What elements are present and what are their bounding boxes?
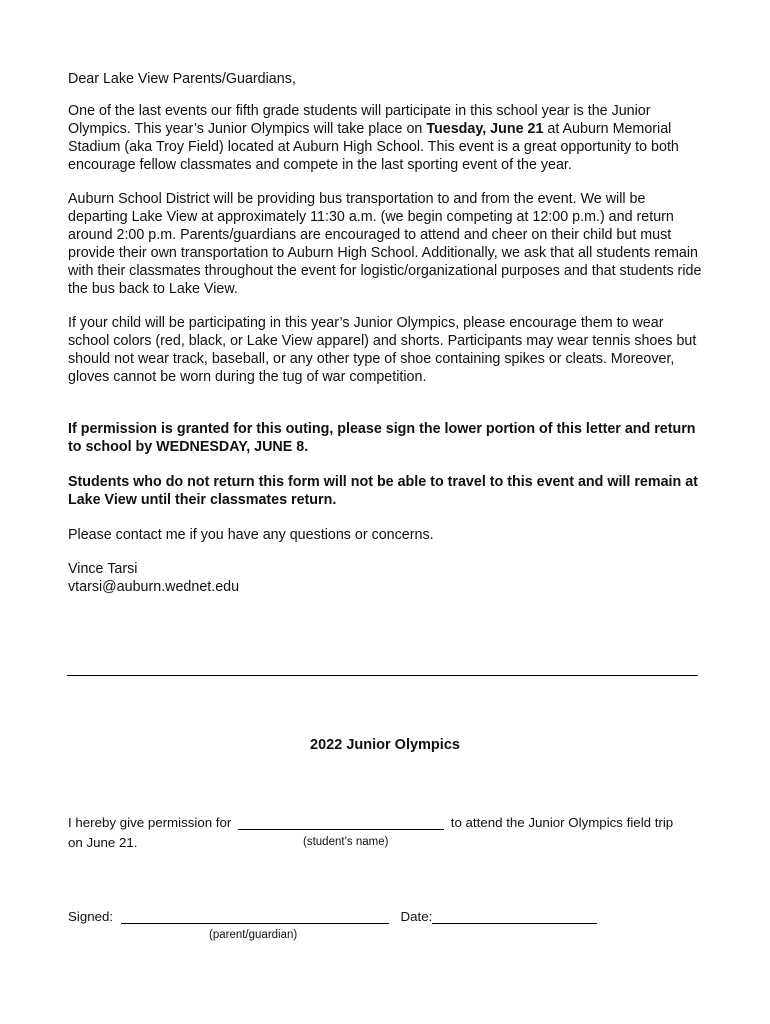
permission-suffix: to attend the Junior Olympics field trip — [450, 815, 674, 830]
signer-name: Vince Tarsi — [68, 561, 138, 577]
tear-off-divider — [67, 675, 698, 676]
date-label: Date: — [400, 909, 433, 924]
signature-date-field[interactable] — [432, 909, 597, 924]
non-return-warning: Students who do not return this form will not be able to travel to this event and will remain at Lake View until their classmates return. — [68, 474, 698, 508]
slip-title: 2022 Junior Olympics — [310, 737, 460, 753]
paragraph-event-text-start: One of the last events our fifth grade students will participate in this school year is the Junior Olympics. This year’s Junior Olympics will take place on — [68, 103, 651, 137]
signer-email: vtarsi@auburn.wednet.edu — [68, 579, 240, 595]
contact-line: Please contact me if you have any questions or concerns. — [68, 527, 434, 543]
paragraph-event-text-end: at Auburn Memorial Stadium (aka Troy Field) located at Auburn High School. This event is a great opportunity to both encourage fellow classmates and compete in the last sporting event of the year. — [68, 121, 679, 173]
parent-signature-field[interactable] — [121, 909, 389, 924]
date-sentence: on June 21. — [68, 835, 138, 850]
letter-body — [68, 70, 704, 596]
permission-prefix: I hereby give permission for — [68, 815, 232, 830]
letter-greeting: Dear Lake View Parents/Guardians, — [68, 71, 296, 87]
parent-caption: (parent/guardian) — [209, 929, 298, 941]
event-date: Tuesday, June 21 — [426, 121, 544, 137]
paragraph-event-details — [68, 102, 704, 174]
paragraph-attire: If your child will be participating in this year’s Junior Olympics, please encourage them to wear school colors (red, black, or Lake View apparel) and shorts. Participants may wear tennis shoes but should not wear track, baseball, or any other type of shoe containing spikes or cleats. Moreover, gloves cannot be worn during the tug of war competition. — [68, 315, 697, 385]
signed-label: Signed: — [68, 909, 114, 924]
permission-deadline-notice: If permission is granted for this outing, please sign the lower portion of this letter and return to school by WEDNESDAY, JUNE 8. — [68, 421, 696, 455]
permission-row — [68, 815, 673, 830]
student-name-field[interactable] — [238, 815, 444, 830]
paragraph-transportation: Auburn School District will be providing bus transportation to and from the event. We will be departing Lake View at approximately 11:30 a.m. (we begin competing at 12:00 p.m.) and return around 2:00 p.m. Parents/guardians are encouraged to attend and cheer on their child but must provide their own transportation to Auburn High School. Additionally, we ask that all students remain with their classmates throughout the event for logistic/organizational purposes and that students ride the bus back to Lake View. — [68, 191, 702, 297]
signature-row — [68, 909, 597, 924]
student-name-caption: (student’s name) — [303, 836, 389, 848]
spacer — [68, 402, 704, 420]
